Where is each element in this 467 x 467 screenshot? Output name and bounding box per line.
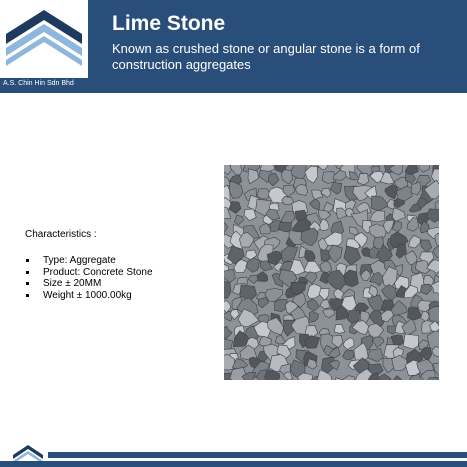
footer-divider xyxy=(0,461,467,467)
stone-piece xyxy=(403,334,418,349)
stone-piece xyxy=(284,372,293,380)
stone-piece xyxy=(392,208,405,222)
stone-piece xyxy=(328,245,342,263)
stone-piece xyxy=(382,285,397,301)
list-item: Size ± 20MM xyxy=(25,278,153,290)
crushed-stone-image xyxy=(224,165,439,380)
stone-piece xyxy=(224,269,236,282)
stone-piece xyxy=(259,223,271,234)
stone-piece xyxy=(305,251,316,263)
stone-texture xyxy=(224,165,439,380)
stone-piece xyxy=(296,184,308,195)
stone-piece xyxy=(342,350,354,359)
stone-piece xyxy=(291,282,306,295)
stone-piece xyxy=(229,181,243,198)
stone-piece xyxy=(246,258,260,272)
stone-piece xyxy=(308,299,320,311)
stone-piece xyxy=(318,165,329,170)
stone-piece xyxy=(224,281,231,299)
characteristics-list xyxy=(25,255,153,301)
stone-piece xyxy=(378,374,392,380)
stone-piece xyxy=(349,171,359,180)
stone-piece xyxy=(433,246,439,259)
company-logo xyxy=(0,0,88,78)
stone-piece xyxy=(429,307,439,323)
stone-piece xyxy=(224,221,228,232)
stone-piece xyxy=(419,165,430,172)
stone-piece xyxy=(320,300,330,309)
stone-piece xyxy=(265,371,280,380)
stone-piece xyxy=(309,199,320,210)
stone-piece xyxy=(323,309,335,318)
stone-piece xyxy=(333,171,346,181)
stone-piece xyxy=(421,240,432,252)
stone-piece xyxy=(357,174,368,185)
stone-piece xyxy=(304,261,322,274)
stone-piece xyxy=(373,337,384,348)
stone-piece xyxy=(350,227,359,235)
stone-piece xyxy=(224,326,232,339)
company-name: A.S. Chin Hin Sdn Bhd xyxy=(3,80,74,87)
stone-piece xyxy=(305,166,318,183)
stone-piece xyxy=(435,233,439,246)
stone-piece xyxy=(368,349,383,362)
stone-piece xyxy=(319,289,329,301)
header-banner xyxy=(0,0,467,93)
stone-piece xyxy=(244,209,256,221)
stone-piece xyxy=(224,301,231,313)
stone-piece xyxy=(427,209,440,223)
page-title: Lime Stone xyxy=(112,12,226,35)
stone-piece xyxy=(281,169,292,184)
stone-piece xyxy=(408,235,420,248)
list-item: Type: Aggregate xyxy=(25,255,153,267)
stone-piece xyxy=(381,310,394,322)
stone-piece xyxy=(411,182,421,195)
stone-piece xyxy=(334,325,345,334)
stone-piece xyxy=(281,246,298,261)
stone-piece xyxy=(330,182,341,194)
stone-piece xyxy=(342,376,355,380)
page-subtitle: Known as crushed stone or angular stone is a form of construction aggregates xyxy=(112,41,420,72)
stone-piece xyxy=(370,211,385,223)
stone-piece xyxy=(312,190,323,200)
stone-piece xyxy=(320,219,330,231)
stone-piece xyxy=(392,355,408,370)
list-item: Weight ± 1000.00kg xyxy=(25,290,153,302)
stone-piece xyxy=(234,215,243,224)
stone-piece xyxy=(405,165,418,175)
stone-piece xyxy=(396,244,406,258)
stone-piece xyxy=(268,173,279,186)
stone-piece xyxy=(421,311,430,322)
stone-piece xyxy=(309,311,319,322)
stone-piece xyxy=(324,232,342,246)
stone-piece xyxy=(248,169,259,184)
characteristics-heading: Characteristics : xyxy=(25,229,97,240)
stone-piece xyxy=(390,376,404,380)
stone-piece xyxy=(317,370,332,380)
list-item: Product: Concrete Stone xyxy=(25,267,153,279)
footer-divider xyxy=(48,452,467,458)
stone-piece xyxy=(257,272,268,282)
stone-piece xyxy=(344,246,361,265)
stone-piece xyxy=(421,284,432,294)
stone-piece xyxy=(371,196,389,211)
chevron-logo-icon xyxy=(4,4,84,74)
stone-piece xyxy=(343,338,354,350)
